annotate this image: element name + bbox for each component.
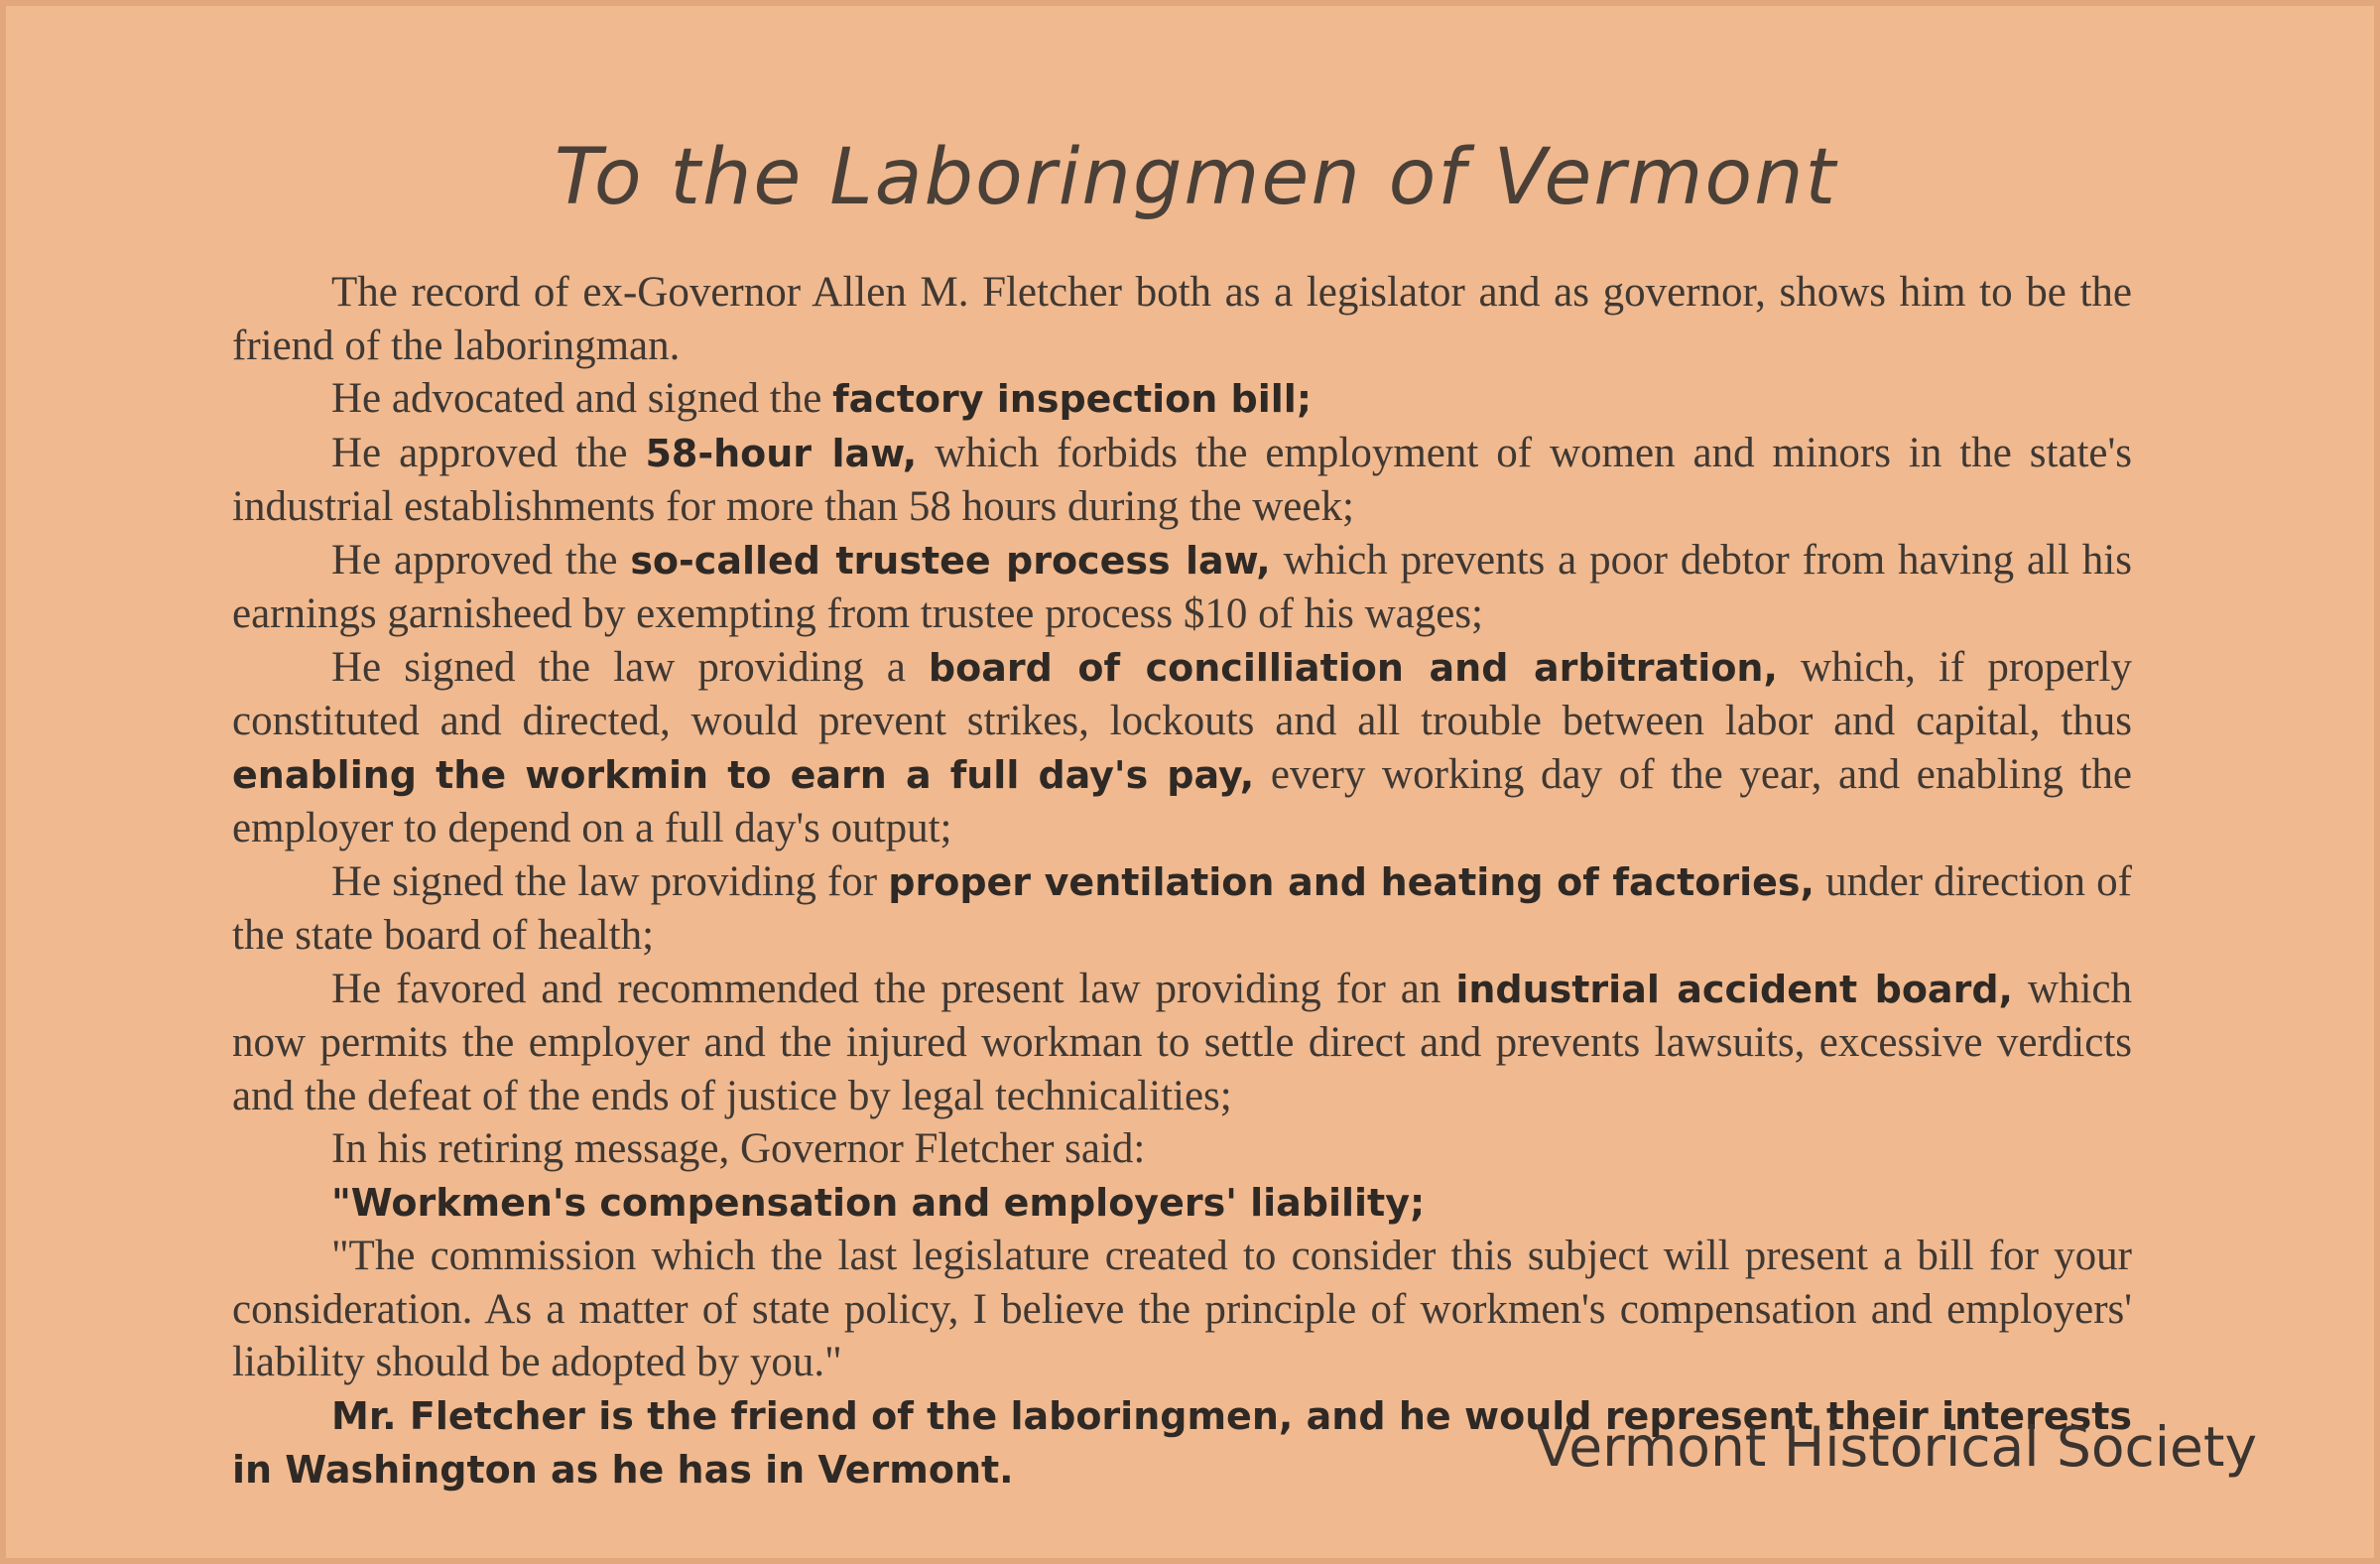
- paragraph: [232, 1230, 2132, 1389]
- text-run: He approved the: [331, 429, 646, 476]
- paragraph: [232, 855, 2132, 963]
- text-run: "The commission which the last legislature created to consider this subject will present a bill for your consideration. As a matter of state policy, I believe the principle of workmen's compensation and employers' liability should be adopted by you.": [232, 1233, 2132, 1385]
- bold-phrase: "Workmen's compensation and employers' liability;: [331, 1180, 1426, 1225]
- text-run: He signed the law providing for: [331, 857, 889, 905]
- text-run: which now permits the employer and the injured workman to settle direct and prevents lawsuits, excessive verdicts and the defeat of the ends of justice by legal technicalities;: [232, 965, 2133, 1119]
- text-run: every working day of the year, and enabling the employer to depend on a full day's output;: [232, 750, 2132, 851]
- text-run: which, if properly constituted and directed, would prevent strikes, lockouts and all trouble between labor and capital, thus: [232, 643, 2132, 744]
- paragraph: [232, 534, 2132, 641]
- bold-phrase: 58-hour law,: [645, 431, 918, 475]
- bold-phrase: proper ventilation and heating of factories,: [888, 859, 1815, 904]
- bold-phrase: factory inspection bill;: [832, 377, 1313, 421]
- bold-phrase: industrial accident board,: [1455, 967, 2013, 1011]
- text-run: which prevents a poor debtor from having all his earnings garnisheed by exempting from trustee process $10 of his wages;: [232, 536, 2132, 637]
- text-run: under direction of the state board of health;: [232, 857, 2132, 959]
- paragraph: [232, 641, 2132, 855]
- paragraph: [232, 963, 2132, 1123]
- paragraph: [232, 427, 2132, 534]
- bold-phrase: Mr. Fletcher is the friend of the laboringmen, and he would represent their interests in Washington as he has in Vermont.: [232, 1393, 2132, 1492]
- watermark-text: Vermont Historical Society: [1535, 1415, 2257, 1479]
- text-run: In his retiring message, Governor Fletcher said:: [331, 1125, 1146, 1172]
- document-body: [232, 266, 2132, 1498]
- text-run: He favored and recommended the present law providing for an: [331, 965, 1456, 1012]
- document-title: To the Laboringmen of Vermont: [554, 133, 1838, 222]
- bold-phrase: enabling the workmin to earn a full day's pay,: [232, 752, 1255, 797]
- text-run: which forbids the employment of women and minors in the state's industrial establishments for more than 58 hours during the week;: [232, 429, 2132, 530]
- text-run: He signed the law providing a: [331, 643, 929, 691]
- paragraph: [232, 372, 2132, 427]
- text-run: The record of ex-Governor Allen M. Fletcher both as a legislator and as governor, shows him to be the friend of the laboringman.: [232, 269, 2132, 369]
- text-run: He approved the: [331, 536, 631, 584]
- paragraph: [232, 1122, 2132, 1176]
- bold-phrase: board of concilliation and arbitration,: [928, 645, 1778, 690]
- paragraph: [232, 1176, 2132, 1231]
- bold-phrase: so-called trustee process law,: [630, 538, 1271, 583]
- paragraph: [232, 266, 2132, 372]
- text-run: He advocated and signed the: [331, 375, 833, 422]
